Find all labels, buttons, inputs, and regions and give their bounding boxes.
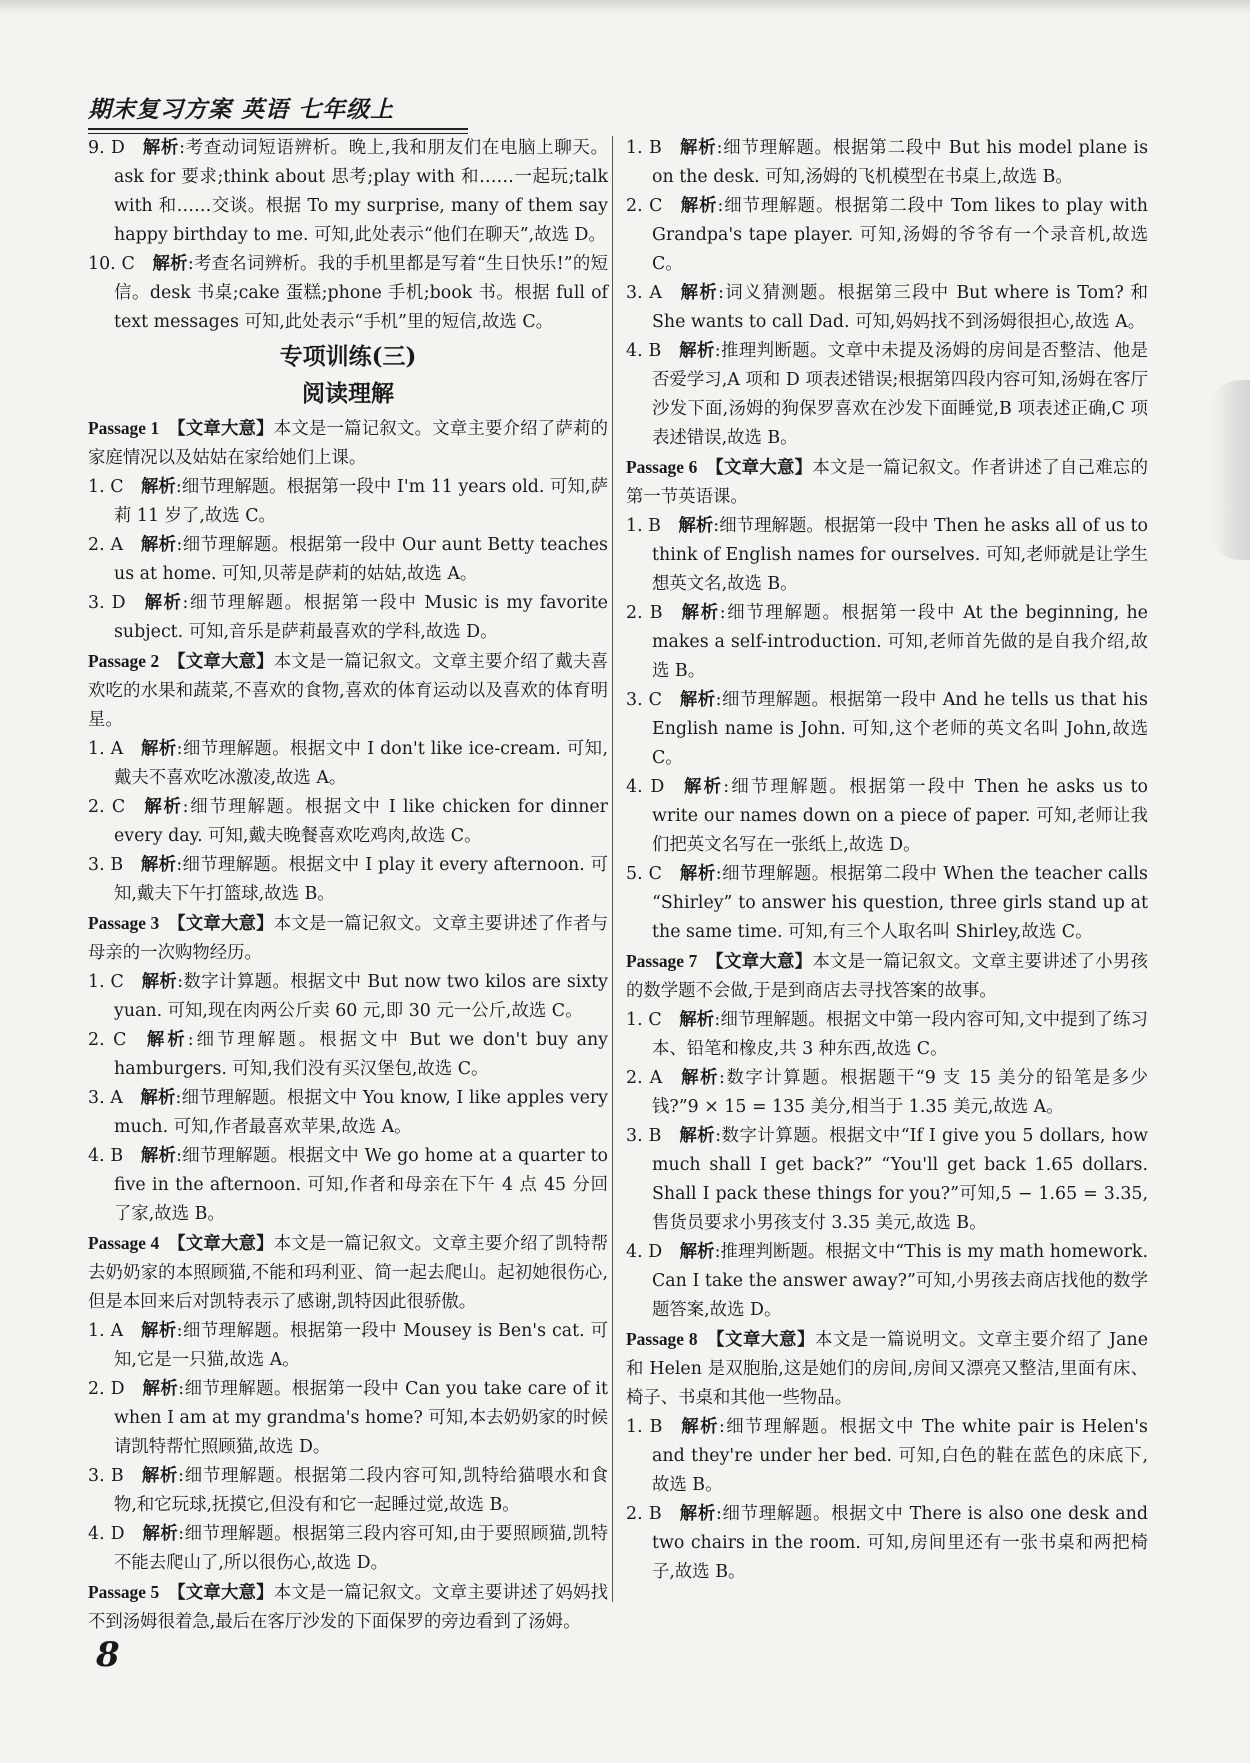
answer-item xyxy=(88,250,608,337)
analysis-label: 解析 xyxy=(142,138,180,158)
analysis-text: :细节理解题。根据第二段中 But his model plane is on the desk. 可知,汤姆的飞机模型在书桌上,故选 B。 xyxy=(652,138,1148,187)
answer-item xyxy=(88,1142,608,1229)
answer-number: 3. A xyxy=(626,283,662,303)
answer-item xyxy=(626,599,1148,686)
answer-number: 2. A xyxy=(88,535,124,555)
answer-number: 1. C xyxy=(626,1010,662,1030)
answer-number: 4. D xyxy=(88,1524,125,1544)
analysis-label: 解析 xyxy=(140,477,176,497)
analysis-text: :细节理解题。根据第三段内容可知,由于要照顾猫,凯特不能去爬山了,所以很伤心,故选 D。 xyxy=(114,1524,608,1573)
answer-item xyxy=(88,473,608,531)
answer-item xyxy=(626,134,1148,192)
analysis-label: 解析 xyxy=(681,777,724,797)
answer-item xyxy=(626,1238,1148,1325)
analysis-label: 解析 xyxy=(679,1504,716,1524)
analysis-label: 解析 xyxy=(143,593,183,613)
passage-summary xyxy=(88,647,608,735)
answer-item xyxy=(626,1500,1148,1587)
passage-title: Passage 3 xyxy=(88,913,160,933)
summary-tag: 【文章大意】 xyxy=(167,652,274,672)
analysis-text: :考查名词辨析。我的手机里都是写着“生日快乐!”的短信。desk 书桌;cake 蛋糕;phone 手机;book 书。根据 full of text messages 可知,此处表示“手机”里的短信,故选 C。 xyxy=(114,254,608,332)
column-divider xyxy=(612,136,613,1602)
summary-text: 本文是一篇记叙文。文章主要讲述了妈妈找不到汤姆很着急,最后在客厅沙发的下面保罗的旁边看到了汤姆。 xyxy=(88,1583,608,1632)
answer-item xyxy=(626,686,1148,773)
answer-number: 1. C xyxy=(88,972,124,992)
answer-item xyxy=(626,279,1148,337)
analysis-label: 解析 xyxy=(152,254,188,274)
analysis-text: :细节理解题。根据第一段中 Can you take care of it when I am at my grandma's home? 可知,本去奶奶家的时候请凯特帮忙照顾猫,故选 D。 xyxy=(114,1379,608,1457)
analysis-label: 解析 xyxy=(679,196,718,216)
analysis-text: :推理判断题。根据文中“This is my math homework. Can I take the answer away?”可知,小男孩去商店找他的数学题答案,故选 D。 xyxy=(652,1242,1148,1320)
analysis-text: :数字计算题。根据文中“If I give you 5 dollars, how much shall I get back?” “You'll get back 1.65 dollars. Shall I pack these things for you?”可知,5 − 1.65 = 3.35,售货员要求小男孩支付 3.35 美元,故选 B。 xyxy=(652,1126,1148,1233)
analysis-label: 解析 xyxy=(679,690,716,710)
passage-title: Passage 4 xyxy=(88,1233,160,1253)
answer-number: 2. B xyxy=(626,1504,662,1524)
answer-item xyxy=(626,1006,1148,1064)
answer-item xyxy=(626,860,1148,947)
answer-number: 1. C xyxy=(88,477,124,497)
summary-tag: 【文章大意】 xyxy=(167,1234,274,1254)
answer-number: 2. C xyxy=(88,1030,127,1050)
answer-item xyxy=(88,1462,608,1520)
passage-summary xyxy=(626,453,1148,512)
analysis-text: :词义猜测题。根据第三段中 But where is Tom? 和 She wants to call Dad. 可知,妈妈找不到汤姆很担心,故选 A。 xyxy=(652,283,1148,332)
analysis-text: :细节理解题。根据第一段中 And he tells us that his English name is John. 可知,这个老师的英文名叫 John,故选 C。 xyxy=(652,690,1148,768)
answer-number: 4. B xyxy=(626,341,662,361)
analysis-label: 解析 xyxy=(141,972,178,992)
answer-number: 4. D xyxy=(626,777,665,797)
answer-number: 1. B xyxy=(626,138,662,158)
passage-summary xyxy=(88,1229,608,1317)
analysis-text: :细节理解题。根据第二段中 When the teacher calls “Shirley” to answer his question, three girls stand up at the same time. 可知,有三个人取名叫 Shirley,故选 C。 xyxy=(652,864,1148,942)
analysis-label: 解析 xyxy=(143,1030,188,1050)
passage-title: Passage 1 xyxy=(88,418,160,438)
summary-tag: 【文章大意】 xyxy=(706,1330,815,1350)
answer-item xyxy=(626,1122,1148,1238)
analysis-label: 解析 xyxy=(679,1010,715,1030)
summary-tag: 【文章大意】 xyxy=(706,952,813,972)
answer-item xyxy=(626,773,1148,860)
answer-number: 3. D xyxy=(88,593,126,613)
analysis-text: :细节理解题。根据文中 I don't like ice-cream. 可知,戴夫不喜欢吃冰激凌,故选 A。 xyxy=(114,739,608,788)
answer-item xyxy=(88,1375,608,1462)
answer-number: 1. B xyxy=(626,1417,663,1437)
analysis-label: 解析 xyxy=(140,535,177,555)
analysis-label: 解析 xyxy=(141,1379,179,1399)
answer-number: 2. D xyxy=(88,1379,125,1399)
passage-summary xyxy=(626,947,1148,1006)
answer-number: 3. B xyxy=(88,855,124,875)
page-curl-shadow xyxy=(1210,380,1250,560)
answer-number: 3. B xyxy=(626,1126,662,1146)
analysis-text: :细节理解题。根据文中第一段内容可知,文中提到了练习本、铅笔和橡皮,共 3 种东西,故选 C。 xyxy=(652,1010,1148,1059)
analysis-label: 解析 xyxy=(679,283,719,303)
answer-number: 4. D xyxy=(626,1242,663,1262)
section-title: 专项训练(三) xyxy=(279,343,417,370)
answer-item xyxy=(626,1064,1148,1122)
analysis-text: :细节理解题。根据第一段中 I'm 11 years old. 可知,萨莉 11 岁了,故选 C。 xyxy=(114,477,608,526)
analysis-label: 解析 xyxy=(141,1524,179,1544)
section-subtitle: 阅读理解 xyxy=(302,380,394,407)
answer-number: 2. A xyxy=(626,1068,663,1088)
analysis-text: :细节理解题。根据文中 The white pair is Helen's and they're under her bed. 可知,白色的鞋在蓝色的床底下,故选 B。 xyxy=(652,1417,1148,1495)
analysis-text: :细节理解题。根据文中 I like chicken for dinner every day. 可知,戴夫晚餐喜欢吃鸡肉,故选 C。 xyxy=(114,797,608,846)
right-column xyxy=(626,134,1148,1614)
analysis-text: :细节理解题。根据文中 But we don't buy any hamburgers. 可知,我们没有买汉堡包,故选 C。 xyxy=(114,1030,608,1079)
summary-text: 本文是一篇记叙文。作者讲述了自己难忘的第一节英语课。 xyxy=(626,458,1148,507)
answer-item xyxy=(626,1413,1148,1500)
summary-tag: 【文章大意】 xyxy=(706,458,813,478)
answer-number: 2. C xyxy=(626,196,663,216)
analysis-label: 解析 xyxy=(678,1126,716,1146)
analysis-text: :细节理解题。根据文中 You know, I like apples very much. 可知,作者最喜欢苹果,故选 A。 xyxy=(114,1088,608,1137)
answer-number: 1. A xyxy=(88,1321,124,1341)
answer-item xyxy=(88,1520,608,1578)
answer-number: 1. A xyxy=(88,739,124,759)
answer-item xyxy=(88,735,608,793)
answer-item xyxy=(88,968,608,1026)
page-top-shade xyxy=(0,0,1250,14)
analysis-label: 解析 xyxy=(679,864,716,884)
analysis-text: :细节理解题。根据第二段中 Tom likes to play with Grandpa's tape player. 可知,汤姆的爷爷有一个录音机,故选 C。 xyxy=(652,196,1148,274)
answer-item xyxy=(88,1317,608,1375)
analysis-label: 解析 xyxy=(140,855,177,875)
answer-number: 3. B xyxy=(88,1466,124,1486)
answer-item xyxy=(88,1026,608,1084)
answer-number: 10. C xyxy=(88,254,135,274)
analysis-text: :细节理解题。根据文中 There is also one desk and two chairs in the room. 可知,房间里还有一张书桌和两把椅子,故选 B。 xyxy=(652,1504,1148,1582)
analysis-text: :推理判断题。文章中未提及汤姆的房间是否整洁、他是否爱学习,A 项和 D 项表述错误;根据第四段内容可知,汤姆在客厅沙发下面,汤姆的狗保罗喜欢在沙发下面睡觉,B 项表述正确,C 项表述错误,故选 B。 xyxy=(652,341,1148,448)
page-header: 期末复习方案 英语 七年级上 xyxy=(88,96,395,123)
answer-number: 2. B xyxy=(626,603,663,623)
answer-item xyxy=(88,589,608,647)
analysis-text: :细节理解题。根据第一段中 Then he asks all of us to think of English names for ourselves. 可知,老师就是让学生想英文名,故选 B。 xyxy=(652,516,1148,594)
analysis-text: :细节理解题。根据第一段中 Then he asks us to write our names down on a piece of paper. 可知,老师让我们把英文名写在一张纸上,故选 D。 xyxy=(652,777,1148,855)
answer-number: 5. C xyxy=(626,864,662,884)
summary-tag: 【文章大意】 xyxy=(167,419,274,439)
answer-number: 4. B xyxy=(88,1146,124,1166)
analysis-text: :细节理解题。根据第一段中 Music is my favorite subject. 可知,音乐是萨莉最喜欢的学科,故选 D。 xyxy=(114,593,608,642)
analysis-label: 解析 xyxy=(678,341,715,361)
passage-summary xyxy=(88,909,608,968)
summary-text: 本文是一篇记叙文。文章主要介绍了萨莉的家庭情况以及姑姑在家给她们上课。 xyxy=(88,419,608,468)
analysis-label: 解析 xyxy=(141,1466,179,1486)
analysis-text: :细节理解题。根据文中 We go home at a quarter to five in the afternoon. 可知,作者和母亲在下午 4 点 45 分回了家,故选 B。 xyxy=(114,1146,608,1224)
answer-number: 2. C xyxy=(88,797,126,817)
summary-text: 本文是一篇记叙文。文章主要介绍了戴夫喜欢吃的水果和蔬菜,不喜欢的食物,喜欢的体育运动以及喜欢的体育明星。 xyxy=(88,652,608,730)
analysis-label: 解析 xyxy=(678,516,714,536)
analysis-label: 解析 xyxy=(679,1417,719,1437)
answer-item xyxy=(88,851,608,909)
answer-item xyxy=(626,337,1148,453)
answer-item xyxy=(626,192,1148,279)
summary-text: 本文是一篇记叙文。文章主要讲述了作者与母亲的一次购物经历。 xyxy=(88,914,608,963)
passage-summary xyxy=(626,1325,1148,1413)
analysis-label: 解析 xyxy=(140,1146,177,1166)
analysis-text: :数字计算题。根据题干“9 支 15 美分的铅笔是多少钱?”9 × 15 = 135 美分,相当于 1.35 美元,故选 A。 xyxy=(652,1068,1148,1117)
analysis-text: :细节理解题。根据第一段中 Mousey is Ben's cat. 可知,它是一只猫,故选 A。 xyxy=(114,1321,608,1370)
left-column xyxy=(88,134,608,1632)
analysis-text: :考查动词短语辨析。晚上,我和朋友们在电脑上聊天。ask for 要求;think about 思考;play with 和……一起玩;talk with 和……交谈。根据 To my surprise, many of them say happy birthday to me. 可知,此处表示“他们在聊天”,故选 D。 xyxy=(114,138,608,245)
analysis-text: :数字计算题。根据文中 But now two kilos are sixty yuan. 可知,现在肉两公斤卖 60 元,即 30 元一公斤,故选 C。 xyxy=(114,972,608,1021)
analysis-label: 解析 xyxy=(679,1242,715,1262)
page-number: 8 xyxy=(96,1635,120,1675)
analysis-label: 解析 xyxy=(142,797,183,817)
passage-title: Passage 5 xyxy=(88,1582,160,1602)
summary-text: 本文是一篇说明文。文章主要介绍了 Jane 和 Helen 是双胞胎,这是她们的房间,房间又漂亮又整洁,里面有床、椅子、书桌和其他一些物品。 xyxy=(626,1330,1148,1408)
summary-tag: 【文章大意】 xyxy=(167,1583,274,1603)
header-rule xyxy=(88,128,468,130)
passage-summary xyxy=(88,1578,608,1637)
analysis-label: 解析 xyxy=(679,603,720,623)
summary-text: 本文是一篇记叙文。文章主要讲述了小男孩的数学题不会做,于是到商店去寻找答案的故事。 xyxy=(626,952,1148,1001)
analysis-text: :细节理解题。根据第一段中 At the beginning, he makes a self-introduction. 可知,老师首先做的是自我介绍,故选 B。 xyxy=(652,603,1148,681)
summary-text: 本文是一篇记叙文。文章主要介绍了凯特帮去奶奶家的本照顾猫,不能和玛利亚、简一起去爬山。起初她很伤心,但是本回来后对凯特表示了感谢,凯特因此很骄傲。 xyxy=(88,1234,608,1312)
analysis-text: :细节理解题。根据文中 I play it every afternoon. 可知,戴夫下午打篮球,故选 B。 xyxy=(114,855,608,904)
answer-number: 3. C xyxy=(626,690,662,710)
summary-tag: 【文章大意】 xyxy=(167,914,274,934)
analysis-text: :细节理解题。根据第二段内容可知,凯特给猫喂水和食物,和它玩球,抚摸它,但没有和它一起睡过觉,故选 B。 xyxy=(114,1466,608,1515)
answer-item xyxy=(88,134,608,250)
passage-title: Passage 2 xyxy=(88,651,160,671)
analysis-label: 解析 xyxy=(140,739,177,759)
analysis-label: 解析 xyxy=(679,1068,720,1088)
answer-item xyxy=(88,1084,608,1142)
passage-title: Passage 6 xyxy=(626,457,698,477)
answer-number: 9. D xyxy=(88,138,125,158)
answer-item xyxy=(88,531,608,589)
analysis-label: 解析 xyxy=(679,138,717,158)
analysis-text: :细节理解题。根据第一段中 Our aunt Betty teaches us at home. 可知,贝蒂是萨莉的姑姑,故选 A。 xyxy=(114,535,608,584)
passage-title: Passage 7 xyxy=(626,951,698,971)
analysis-label: 解析 xyxy=(140,1088,176,1108)
answer-item xyxy=(626,512,1148,599)
answer-number: 3. A xyxy=(88,1088,123,1108)
answer-number: 1. B xyxy=(626,516,661,536)
passage-title: Passage 8 xyxy=(626,1329,698,1349)
passage-summary xyxy=(88,414,608,473)
analysis-label: 解析 xyxy=(140,1321,177,1341)
answer-item xyxy=(88,793,608,851)
